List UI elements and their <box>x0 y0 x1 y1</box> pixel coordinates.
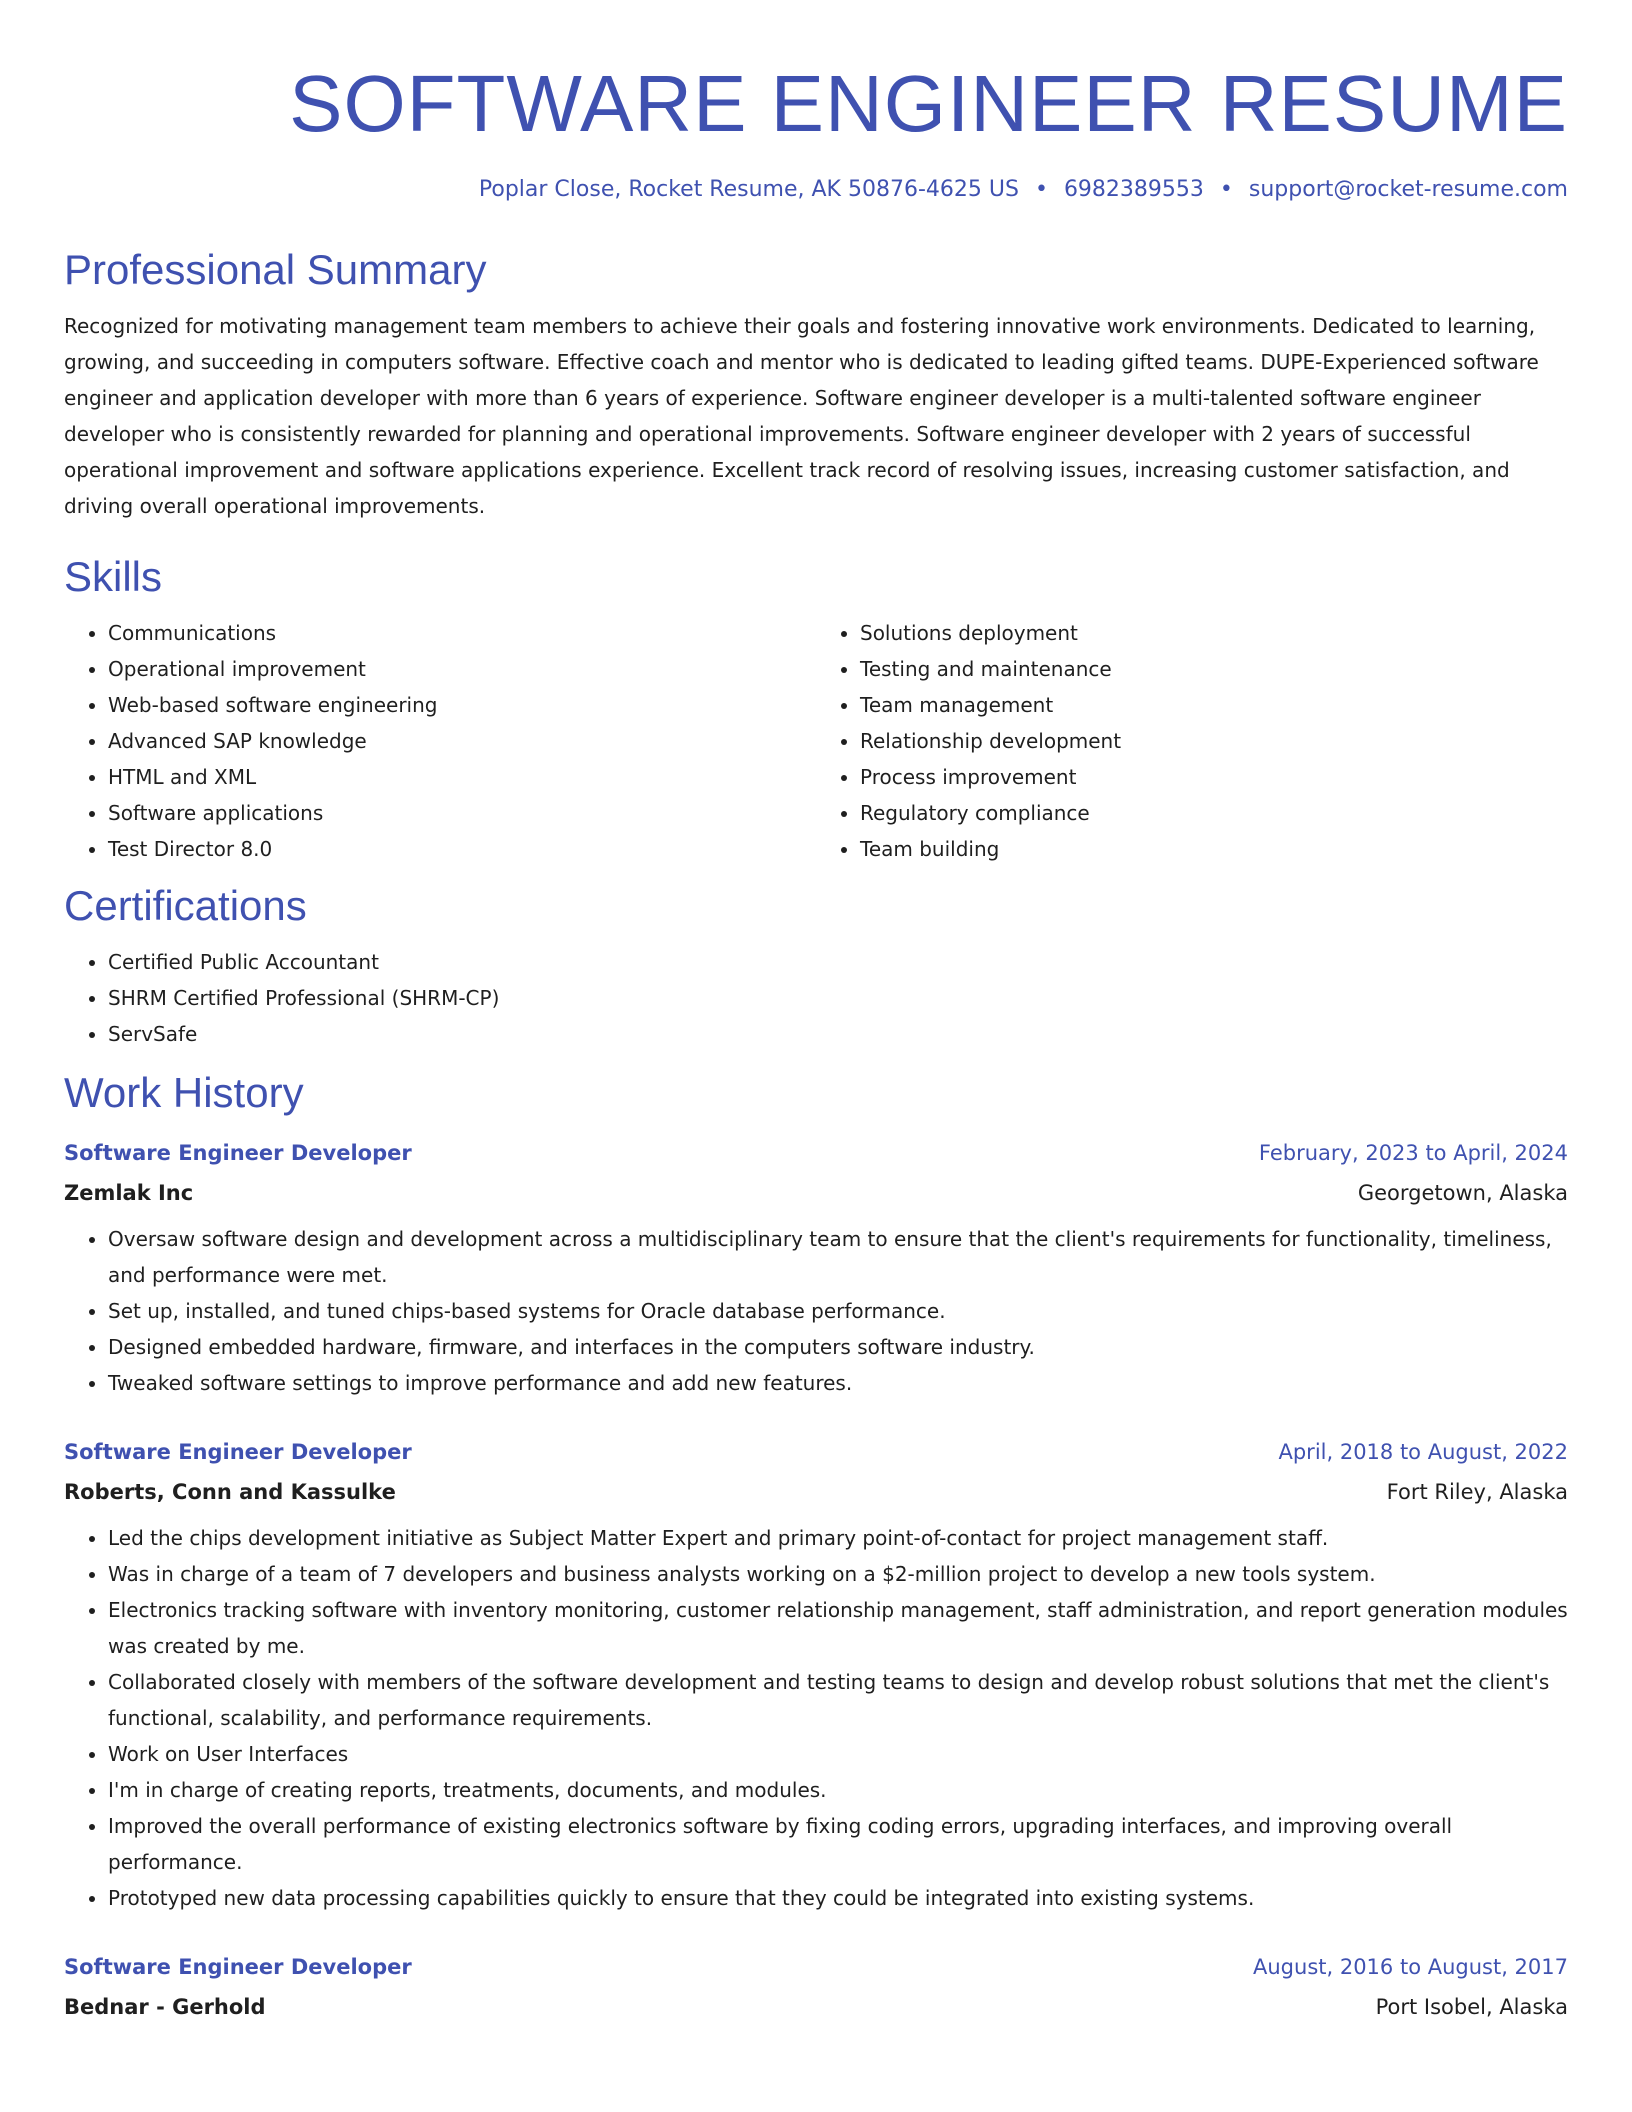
job-subheader <box>64 1178 1568 1208</box>
contact-email: support@rocket-resume.com <box>1248 177 1568 202</box>
skill-item: • Relationship development <box>860 723 1568 759</box>
summary-text: Recognized for motivating management team members to achieve their goals and fostering innovative work environments. Dedicated to learning, growing, and succeeding in computers software. Effective coach and mentor who is dedicated to leading gifted teams. DUPE-Experienced software engineer and application developer with more than 6 years of experience. Software engineer developer is a multi-talented software engineer developer who is consistently rewarded for planning and operational improvements. Software engineer developer with 2 years of successful operational improvement and software applications experience. Excellent track record of resolving issues, increasing customer satisfaction, and driving overall operational improvements. <box>64 314 1539 518</box>
job-company: Zemlak Inc <box>64 1181 194 1205</box>
resume-title: SOFTWARE ENGINEER RESUME <box>289 59 1568 148</box>
skill-item: • Testing and maintenance <box>860 651 1568 687</box>
certification-item: • ServSafe <box>108 1016 1568 1052</box>
job-location: Georgetown, Alaska <box>1357 1181 1568 1205</box>
certifications-heading: Certifications <box>64 882 307 929</box>
skill-item: • Software applications <box>108 795 816 831</box>
work-history-section <box>64 1068 1568 2022</box>
job-bullet: • Prototyped new data processing capabilities quickly to ensure that they could be integrated into existing systems. <box>108 1880 1568 1916</box>
contact-separator: • <box>1219 177 1233 202</box>
resume-page <box>64 0 1568 2022</box>
skill-item: • Regulatory compliance <box>860 795 1568 831</box>
summary-section <box>64 245 1568 524</box>
job-bullet: • Work on User Interfaces <box>108 1736 1568 1772</box>
job-bullets <box>64 1520 1568 1916</box>
job-bullets <box>64 1221 1568 1401</box>
skill-item: • Test Director 8.0 <box>108 831 816 867</box>
skill-item: • Web-based software engineering <box>108 687 816 723</box>
certifications-section <box>64 881 1568 1052</box>
skills-heading: Skills <box>64 553 163 600</box>
work-history-heading: Work History <box>64 1069 304 1116</box>
skills-section <box>64 552 1568 867</box>
skills-list-right <box>816 615 1568 867</box>
certification-item: • Certified Public Accountant <box>108 944 1568 980</box>
job-bullet: • Oversaw software design and development across a multidisciplinary team to ensure that the client's requirements for functionality, timeliness, and performance were met. <box>108 1221 1568 1293</box>
job-bullet: • Improved the overall performance of existing electronics software by fixing coding errors, upgrading interfaces, and improving overall performance. <box>108 1808 1568 1880</box>
skills-list-left <box>64 615 816 867</box>
certifications-list <box>64 944 1568 1052</box>
job-bullet: • Led the chips development initiative as Subject Matter Expert and primary point-of-contact for project management staff. <box>108 1520 1568 1556</box>
job-company: Bednar - Gerhold <box>64 1995 266 2019</box>
skill-item: • Team management <box>860 687 1568 723</box>
job-bullet: • Electronics tracking software with inventory monitoring, customer relationship management, staff administration, and report generation modules was created by me. <box>108 1592 1568 1664</box>
job-title: Software Engineer Developer <box>64 1440 412 1464</box>
job-header <box>64 1138 1568 1168</box>
contact-address: Poplar Close, Rocket Resume, AK 50876-4625 US <box>478 177 1019 202</box>
job-entry <box>64 1952 1568 2022</box>
job-dates: February, 2023 to April, 2024 <box>1258 1141 1568 1165</box>
job-header <box>64 1952 1568 1982</box>
job-bullet: • Tweaked software settings to improve performance and add new features. <box>108 1365 1568 1401</box>
contact-separator: • <box>1034 177 1048 202</box>
skill-item: • Solutions deployment <box>860 615 1568 651</box>
job-location: Fort Riley, Alaska <box>1386 1480 1568 1504</box>
job-location: Port Isobel, Alaska <box>1375 1995 1568 2019</box>
skill-item: • Operational improvement <box>108 651 816 687</box>
job-bullet: • Collaborated closely with members of the software development and testing teams to design and develop robust solutions that met the client's functional, scalability, and performance requirements. <box>108 1664 1568 1736</box>
job-bullet: • I'm in charge of creating reports, treatments, documents, and modules. <box>108 1772 1568 1808</box>
job-entry <box>64 1138 1568 1401</box>
job-bullet: • Set up, installed, and tuned chips-based systems for Oracle database performance. <box>108 1293 1568 1329</box>
job-entry <box>64 1437 1568 1916</box>
job-header <box>64 1437 1568 1467</box>
skill-item: • Team building <box>860 831 1568 867</box>
job-title: Software Engineer Developer <box>64 1955 412 1979</box>
job-dates: August, 2016 to August, 2017 <box>1253 1955 1568 1979</box>
summary-heading: Professional Summary <box>64 246 487 293</box>
certification-item: • SHRM Certified Professional (SHRM-CP) <box>108 980 1568 1016</box>
skill-item: • HTML and XML <box>108 759 816 795</box>
job-subheader <box>64 1992 1568 2022</box>
job-dates: April, 2018 to August, 2022 <box>1278 1440 1568 1464</box>
job-bullet: • Was in charge of a team of 7 developers and business analysts working on a $2-million project to develop a new tools system. <box>108 1556 1568 1592</box>
job-company: Roberts, Conn and Kassulke <box>64 1480 396 1504</box>
contact-line <box>64 175 1568 205</box>
skills-columns <box>64 615 1568 867</box>
job-subheader <box>64 1477 1568 1507</box>
skill-item: • Process improvement <box>860 759 1568 795</box>
job-title: Software Engineer Developer <box>64 1141 412 1165</box>
job-bullet: • Designed embedded hardware, firmware, and interfaces in the computers software industry. <box>108 1329 1568 1365</box>
contact-phone: 6982389553 <box>1063 177 1204 202</box>
skill-item: • Advanced SAP knowledge <box>108 723 816 759</box>
skill-item: • Communications <box>108 615 816 651</box>
